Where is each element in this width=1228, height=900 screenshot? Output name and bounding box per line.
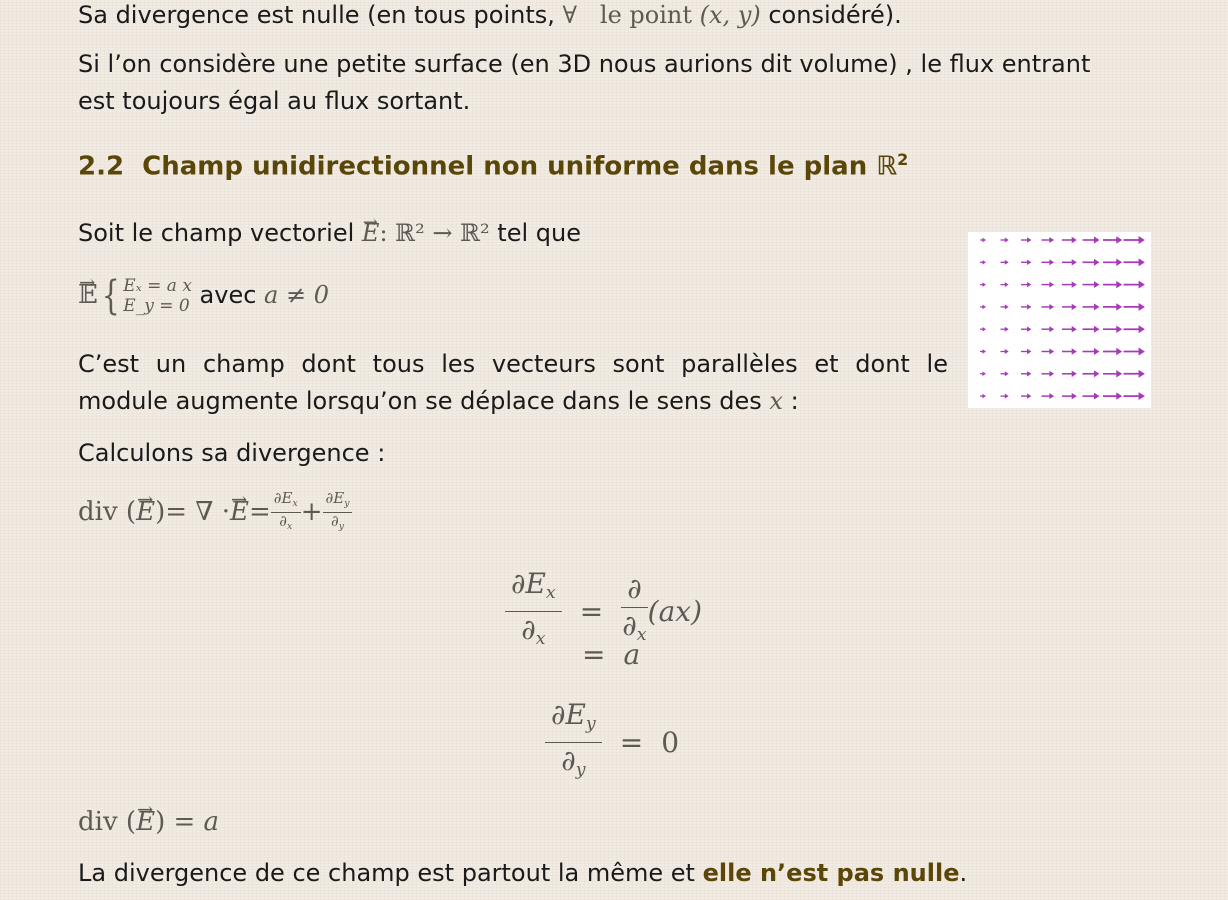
field-arrow: [1062, 348, 1077, 354]
denominator: ∂: [622, 608, 637, 642]
text: considéré).: [760, 1, 902, 29]
plus: +: [300, 497, 323, 528]
field-arrow: [1124, 281, 1145, 289]
field-arrow: [1021, 237, 1031, 242]
text: tel que: [489, 219, 581, 247]
vector-field-arrows: [968, 232, 1151, 408]
vector-e: → E: [362, 215, 380, 252]
field-arrow: [1083, 326, 1100, 333]
text: La divergence de ce champ est partout la même et: [78, 859, 703, 887]
equals: =: [248, 497, 271, 528]
field-arrow: [1083, 237, 1100, 244]
field-arrow: [1083, 281, 1100, 288]
condition: a ≠ 0: [264, 281, 329, 309]
field-arrow: [1001, 349, 1009, 354]
equals: =: [619, 726, 644, 760]
field-arrow: [1021, 371, 1031, 376]
paragraph-description-1: [78, 346, 948, 383]
div-operator: div: [78, 497, 118, 528]
fraction-dey-dy: [545, 697, 602, 788]
emphasis: elle n’est pas nulle: [702, 859, 960, 887]
field-arrow: [1083, 393, 1100, 400]
text: Sa divergence est nulle (en tous points,: [78, 1, 563, 29]
field-arrow: [1124, 370, 1145, 378]
field-arrow: [1083, 348, 1100, 355]
field-arrow: [1062, 281, 1077, 287]
field-arrow: [1083, 303, 1100, 310]
forall-symbol: ∀: [562, 1, 578, 29]
field-arrow: [1001, 238, 1009, 243]
field-arrow: [980, 327, 986, 331]
field-arrow: [1001, 304, 1009, 309]
field-arrow: [1103, 303, 1122, 310]
mapping: : ℝ² → ℝ²: [379, 219, 490, 247]
text: .: [959, 859, 968, 887]
r-symbol: ℝ: [876, 151, 898, 182]
field-arrow: [1124, 392, 1145, 400]
field-arrow: [1103, 348, 1122, 355]
exponent: 2: [897, 150, 909, 169]
result: = a: [165, 807, 220, 837]
field-arrow: [1062, 393, 1077, 399]
subscript: x: [286, 520, 293, 532]
field-arrow: [980, 305, 986, 309]
field-arrow: [1124, 303, 1145, 311]
equals: =: [582, 638, 606, 671]
field-arrow: [1042, 259, 1055, 265]
field-arrow: [1021, 282, 1031, 287]
text: module augmente lorsqu’on se déplace dans le sens des: [78, 387, 770, 415]
divergence-result: div (→ E) = a: [78, 802, 219, 842]
numerator: ∂E: [273, 489, 293, 507]
subscript: y: [344, 497, 350, 509]
vector-e-bold: → 𝔼: [78, 272, 98, 318]
fraction-dey-dy: [323, 490, 353, 535]
field-arrow: [1062, 237, 1077, 243]
field-arrow: [1062, 259, 1077, 265]
field-arrow: [1124, 236, 1145, 244]
field-arrow: [1042, 349, 1055, 355]
subscript: y: [338, 520, 344, 532]
field-arrow: [1021, 327, 1031, 332]
paragraph-divergence-null: [78, 0, 902, 34]
brace: {: [101, 273, 120, 319]
numerator: ∂E: [511, 567, 546, 600]
field-arrow: [980, 394, 986, 398]
derivative-y-equation: [545, 697, 679, 788]
field-arrow: [1103, 370, 1122, 377]
field-arrow: [1042, 282, 1055, 288]
result-a: a: [623, 638, 641, 671]
field-arrow: [1001, 371, 1009, 376]
field-arrow: [1042, 326, 1055, 332]
field-arrow: [1103, 259, 1122, 266]
paragraph-intro: [78, 215, 581, 252]
nabla-dot: = ∇ ·: [165, 497, 230, 528]
subscript: x: [545, 583, 556, 604]
denominator: ∂: [279, 511, 287, 530]
vector-e: → E: [230, 490, 249, 534]
x-variable: x: [769, 387, 783, 415]
field-arrow: [1062, 304, 1077, 310]
numerator: ∂E: [325, 489, 345, 507]
subscript: x: [636, 624, 647, 645]
section-number: 2.2: [78, 151, 125, 182]
field-arrow: [1103, 326, 1122, 333]
expression-ax: (ax): [647, 595, 703, 629]
derivative-x-result: [582, 638, 640, 671]
field-arrow: [980, 238, 986, 242]
field-arrow: [1124, 325, 1145, 333]
field-arrow: [1124, 348, 1145, 356]
equals: =: [579, 595, 604, 629]
paragraph-description-2: [78, 383, 799, 420]
divergence-definition: div ( → E ) = ∇ · → E = $\frac{\partial E_x}{\partial_x}$ + $\frac{\partial E_y}{\partial_y}$: [78, 490, 352, 535]
field-arrow: [1103, 281, 1122, 288]
section-title: Champ unidirectionnel non uniforme dans le plan: [142, 151, 868, 182]
field-arrow: [1062, 326, 1077, 332]
field-arrow: [980, 282, 986, 286]
equation-ex: Eₓ = a x: [123, 276, 192, 296]
text-line: Si l’on considère une petite surface (en 3D nous aurions dit volume) , le flux entrant: [78, 50, 1091, 78]
field-arrow: [1042, 304, 1055, 310]
field-arrow: [1083, 370, 1100, 377]
field-arrow: [1021, 260, 1031, 265]
vector-e: → E: [136, 490, 155, 534]
field-arrow: [980, 349, 986, 353]
field-arrow: [1124, 258, 1145, 266]
text-line: C’est un champ dont tous les vecteurs sont parallèles et dont le: [78, 350, 948, 378]
field-arrow: [980, 372, 986, 376]
field-arrow: [1001, 327, 1009, 332]
denominator: ∂: [561, 744, 576, 778]
field-arrow: [1083, 259, 1100, 266]
field-arrow: [1103, 236, 1122, 243]
text: avec: [191, 281, 265, 309]
denominator: ∂: [330, 511, 339, 530]
fraction-dex-dx: [271, 490, 301, 535]
field-arrow: [1021, 304, 1031, 309]
text-line: est toujours égal au flux sortant.: [78, 87, 471, 115]
field-arrow: [1001, 282, 1009, 287]
numerator: ∂: [627, 571, 642, 605]
subscript: x: [292, 497, 298, 509]
equation-system: [123, 276, 192, 316]
denominator: ∂: [521, 613, 536, 647]
point-coords: (x, y): [699, 1, 761, 29]
section-heading: [78, 150, 908, 182]
text: :: [782, 387, 799, 415]
subscript: y: [585, 714, 596, 735]
result-zero: 0: [661, 726, 680, 760]
field-arrow: [1042, 393, 1055, 399]
field-arrow: [1042, 371, 1055, 377]
text: Soit le champ vectoriel: [78, 219, 362, 247]
field-arrow: [1062, 371, 1077, 377]
field-arrow: [1021, 393, 1031, 398]
field-arrow: [980, 260, 986, 264]
field-definition: [78, 272, 329, 318]
subscript: x: [535, 629, 546, 650]
field-arrow: [1021, 349, 1031, 354]
field-arrow: [1103, 392, 1122, 399]
paragraph-conclusion: [78, 855, 967, 892]
point-text: le point: [599, 1, 693, 29]
vector-field-figure: [968, 232, 1151, 408]
numerator: ∂E: [551, 698, 586, 731]
field-arrow: [1042, 237, 1055, 243]
div-operator: div: [78, 807, 118, 837]
paragraph-surface: [78, 46, 1090, 120]
calc-label: Calculons sa divergence :: [78, 439, 386, 467]
vector-e: → E: [136, 802, 155, 842]
field-arrow: [1001, 394, 1009, 399]
fraction-dex-dx: [505, 566, 562, 657]
subscript: y: [575, 760, 586, 781]
equation-ey: E_y = 0: [123, 296, 190, 316]
field-arrow: [1001, 260, 1009, 265]
